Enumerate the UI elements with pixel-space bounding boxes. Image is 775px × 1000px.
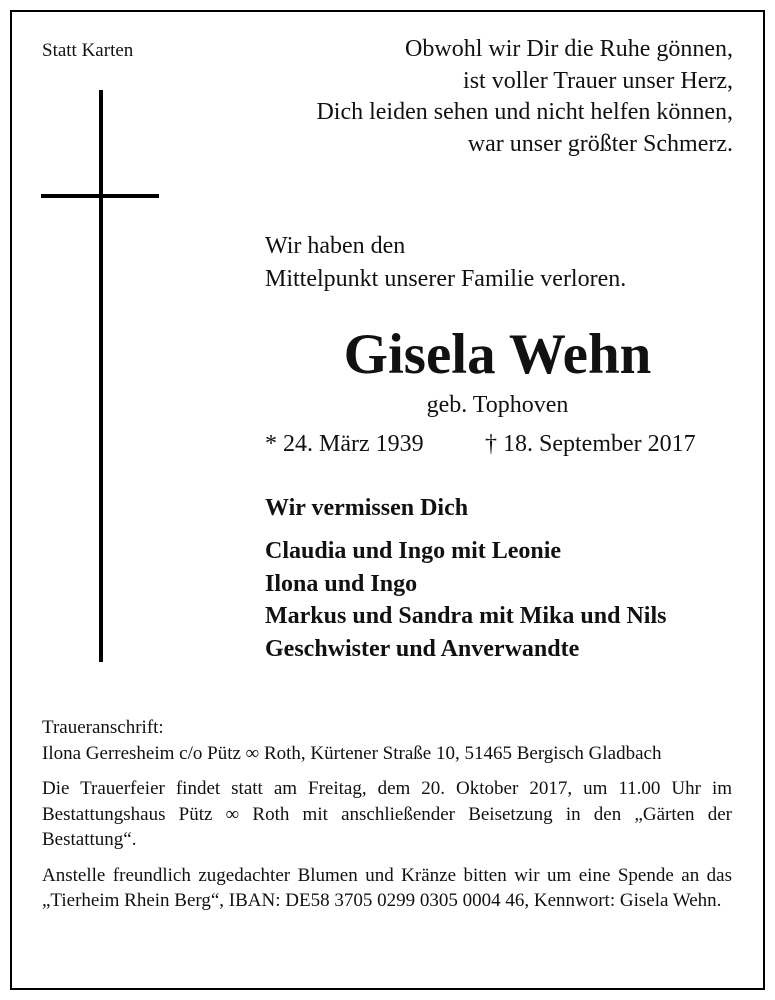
birth-symbol-icon: *	[265, 431, 277, 457]
donation-info: Anstelle freundlich zugedachter Blumen und Kränze bitten wir um eine Spende an das „Tierheim Rhein Berg“, IBAN: DE58 3705 0299 0305 0004 46, Kennwort: Gisela Wehn.	[42, 864, 732, 911]
deceased-name: Gisela Wehn	[343, 323, 652, 386]
intro-line: Mittelpunkt unserer Familie verloren.	[265, 266, 627, 292]
mourners-heading: Wir vermissen Dich	[265, 495, 469, 521]
statt-karten-note: Statt Karten	[42, 40, 134, 61]
mourners-list	[265, 535, 666, 665]
death-symbol-icon: †	[485, 431, 497, 457]
poem-line: Dich leiden sehen und nicht helfen können,	[316, 99, 733, 125]
birth-date: 24. März 1939	[283, 431, 424, 457]
mourner-name: Ilona und Ingo	[265, 570, 418, 597]
poem-line: war unser größter Schmerz.	[467, 130, 733, 157]
address-label: Traueranschrift:	[42, 717, 164, 738]
intro-line: Wir haben den	[265, 233, 406, 259]
cross-icon	[99, 90, 103, 662]
cross-icon-bar	[41, 194, 159, 198]
ceremony-info: Die Trauerfeier findet statt am Freitag, dem 20. Oktober 2017, um 11.00 Uhr im Bestattungshaus Pütz ∞ Roth mit anschließender Beisetzung in den „Gärten der Bestattung“.	[42, 778, 732, 850]
death-date: 18. September 2017	[503, 431, 696, 457]
birth-date-line	[265, 428, 424, 460]
mourner-name: Markus und Sandra mit Mika und Nils	[265, 603, 667, 629]
poem-line: ist voller Trauer unser Herz,	[463, 67, 733, 94]
intro-text	[265, 230, 626, 296]
footer-info	[42, 715, 732, 914]
mourning-address: Ilona Gerresheim c/o Pütz ∞ Roth, Kürtener Straße 10, 51465 Bergisch Gladbach	[42, 742, 662, 764]
poem	[233, 34, 733, 160]
mourner-name: Claudia und Ingo mit Leonie	[265, 538, 562, 564]
death-date-line	[485, 428, 696, 460]
poem-line: Obwohl wir Dir die Ruhe gönnen,	[405, 36, 733, 62]
maiden-name: geb. Tophoven	[426, 392, 569, 418]
mourner-name: Geschwister und Anverwandte	[265, 635, 580, 662]
